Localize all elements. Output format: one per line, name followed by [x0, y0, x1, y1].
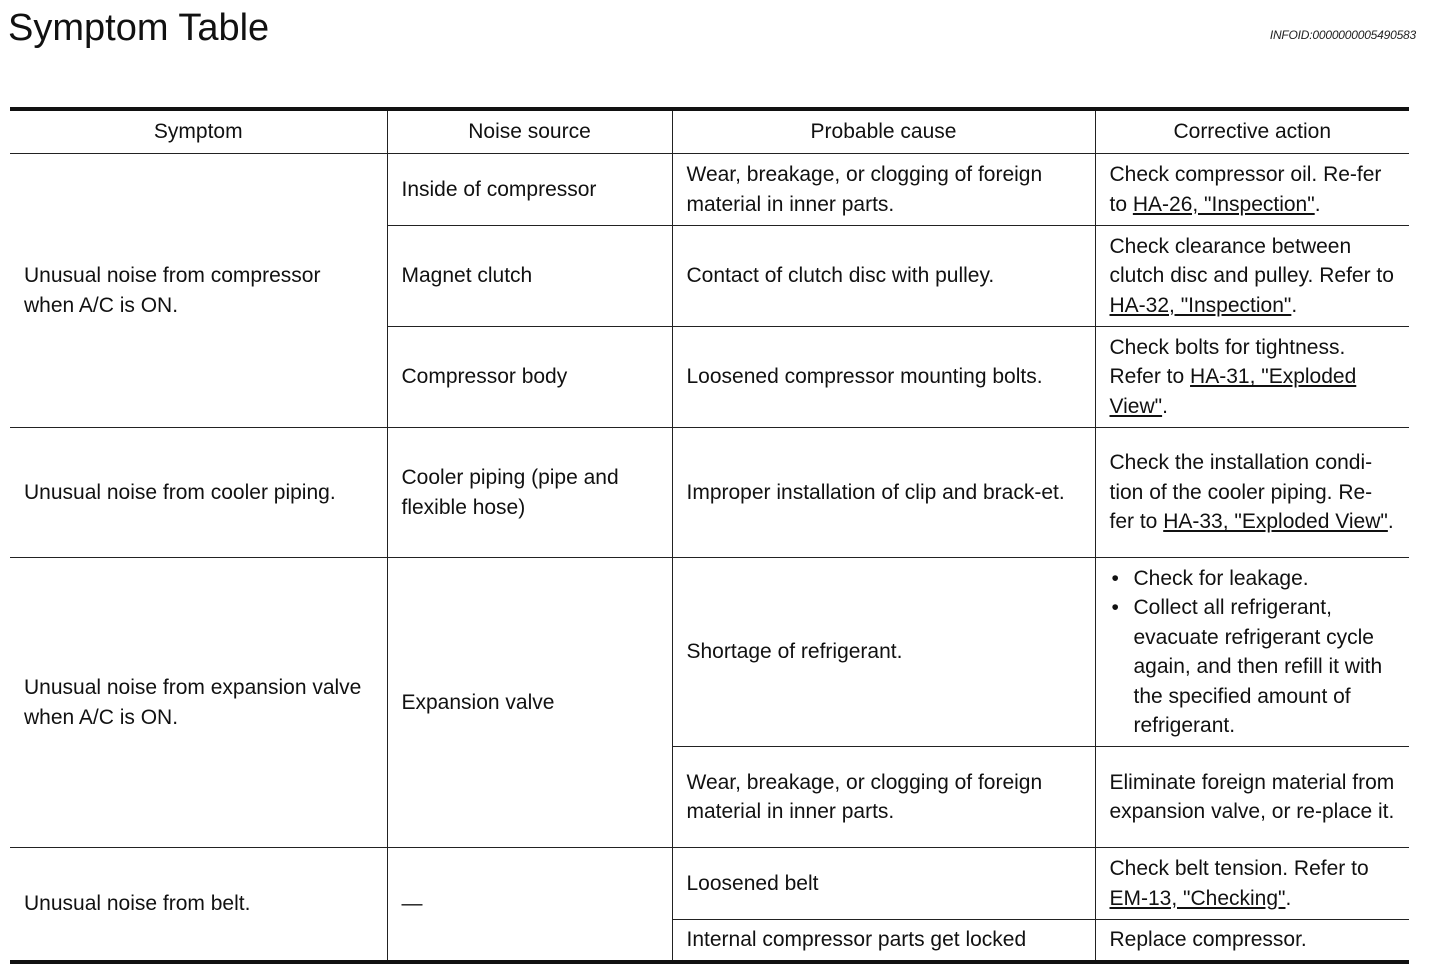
noise-source-cell: Magnet clutch	[387, 226, 672, 327]
action-text: Check clearance between clutch disc and pulley. Refer to	[1109, 234, 1394, 288]
symptom-cell: Unusual noise from expansion valve when A/C is ON.	[10, 558, 387, 848]
column-header-symptom: Symptom	[10, 109, 387, 154]
table-header-row	[10, 109, 1409, 154]
column-header-noise-source: Noise source	[387, 109, 672, 154]
reference-link-ha-33[interactable]: HA-33, "Exploded View"	[1163, 510, 1388, 534]
symptom-cell: Unusual noise from cooler piping.	[10, 428, 387, 558]
column-header-corrective-action: Corrective action	[1095, 109, 1409, 154]
noise-source-cell: Compressor body	[387, 327, 672, 428]
corrective-action-cell: Eliminate foreign material from expansion valve, or re-place it.	[1095, 747, 1409, 848]
reference-link-ha-26[interactable]: HA-26, "Inspection"	[1132, 192, 1315, 216]
corrective-action-cell	[1095, 558, 1409, 747]
action-text-end: .	[1314, 192, 1321, 216]
action-text-end: .	[1291, 293, 1298, 317]
probable-cause-cell: Wear, breakage, or clogging of foreign material in inner parts.	[672, 154, 1095, 226]
corrective-action-cell	[1095, 327, 1409, 428]
action-text: Check the installation condi-tion of the cooler piping. Re-fer to	[1109, 451, 1373, 534]
corrective-action-cell	[1095, 428, 1409, 558]
reference-link-ha-32[interactable]: HA-32, "Inspection"	[1109, 293, 1292, 317]
action-text-end: .	[1162, 394, 1168, 418]
probable-cause-cell: Improper installation of clip and brack-et.	[672, 428, 1095, 558]
corrective-action-cell	[1095, 154, 1409, 226]
probable-cause-cell: Loosened compressor mounting bolts.	[672, 327, 1095, 428]
list-item: • Check for leakage.	[1110, 564, 1396, 594]
table-row	[10, 428, 1409, 558]
column-header-probable-cause: Probable cause	[672, 109, 1095, 154]
symptom-cell: Unusual noise from compressor when A/C is ON.	[10, 154, 387, 428]
action-text-end: .	[1387, 510, 1394, 534]
noise-source-cell: Cooler piping (pipe and flexible hose)	[387, 428, 672, 558]
corrective-action-cell	[1095, 226, 1409, 327]
action-text: Check belt tension. Refer to	[1109, 857, 1369, 880]
noise-source-cell: Inside of compressor	[387, 154, 672, 226]
probable-cause-cell: Internal compressor parts get locked	[672, 920, 1095, 962]
probable-cause-cell: Contact of clutch disc with pulley.	[672, 226, 1095, 327]
table-row	[10, 154, 1409, 226]
action-text: Check bolts for tightness. Refer to	[1109, 335, 1346, 389]
symptom-cell: Unusual noise from belt.	[10, 848, 387, 962]
action-text-end: .	[1285, 886, 1292, 910]
reference-link-ha-31[interactable]: HA-31, "Exploded View"	[1109, 365, 1357, 418]
action-text: Check compressor oil. Re-fer to	[1109, 163, 1382, 216]
probable-cause-cell: Wear, breakage, or clogging of foreign material in inner parts.	[672, 747, 1095, 848]
corrective-action-cell: Replace compressor.	[1095, 920, 1409, 962]
probable-cause-cell: Loosened belt	[672, 848, 1095, 920]
noise-source-cell: Expansion valve	[387, 558, 672, 848]
table-row	[10, 848, 1409, 920]
noise-source-cell: —	[387, 848, 672, 962]
page-title: Symptom Table	[8, 7, 270, 49]
symptom-table	[10, 107, 1409, 964]
list-item: • Collect all refrigerant, evacuate refrigerant cycle again, and then refill it with the specified amount of refrigerant.	[1110, 593, 1396, 741]
probable-cause-cell: Shortage of refrigerant.	[672, 558, 1095, 747]
info-id: INFOID:0000000005490583	[1269, 28, 1416, 42]
corrective-action-cell	[1095, 848, 1409, 920]
action-bullet-list	[1110, 564, 1396, 741]
table-row	[10, 558, 1409, 747]
reference-link-em-13[interactable]: EM-13, "Checking"	[1109, 886, 1286, 910]
